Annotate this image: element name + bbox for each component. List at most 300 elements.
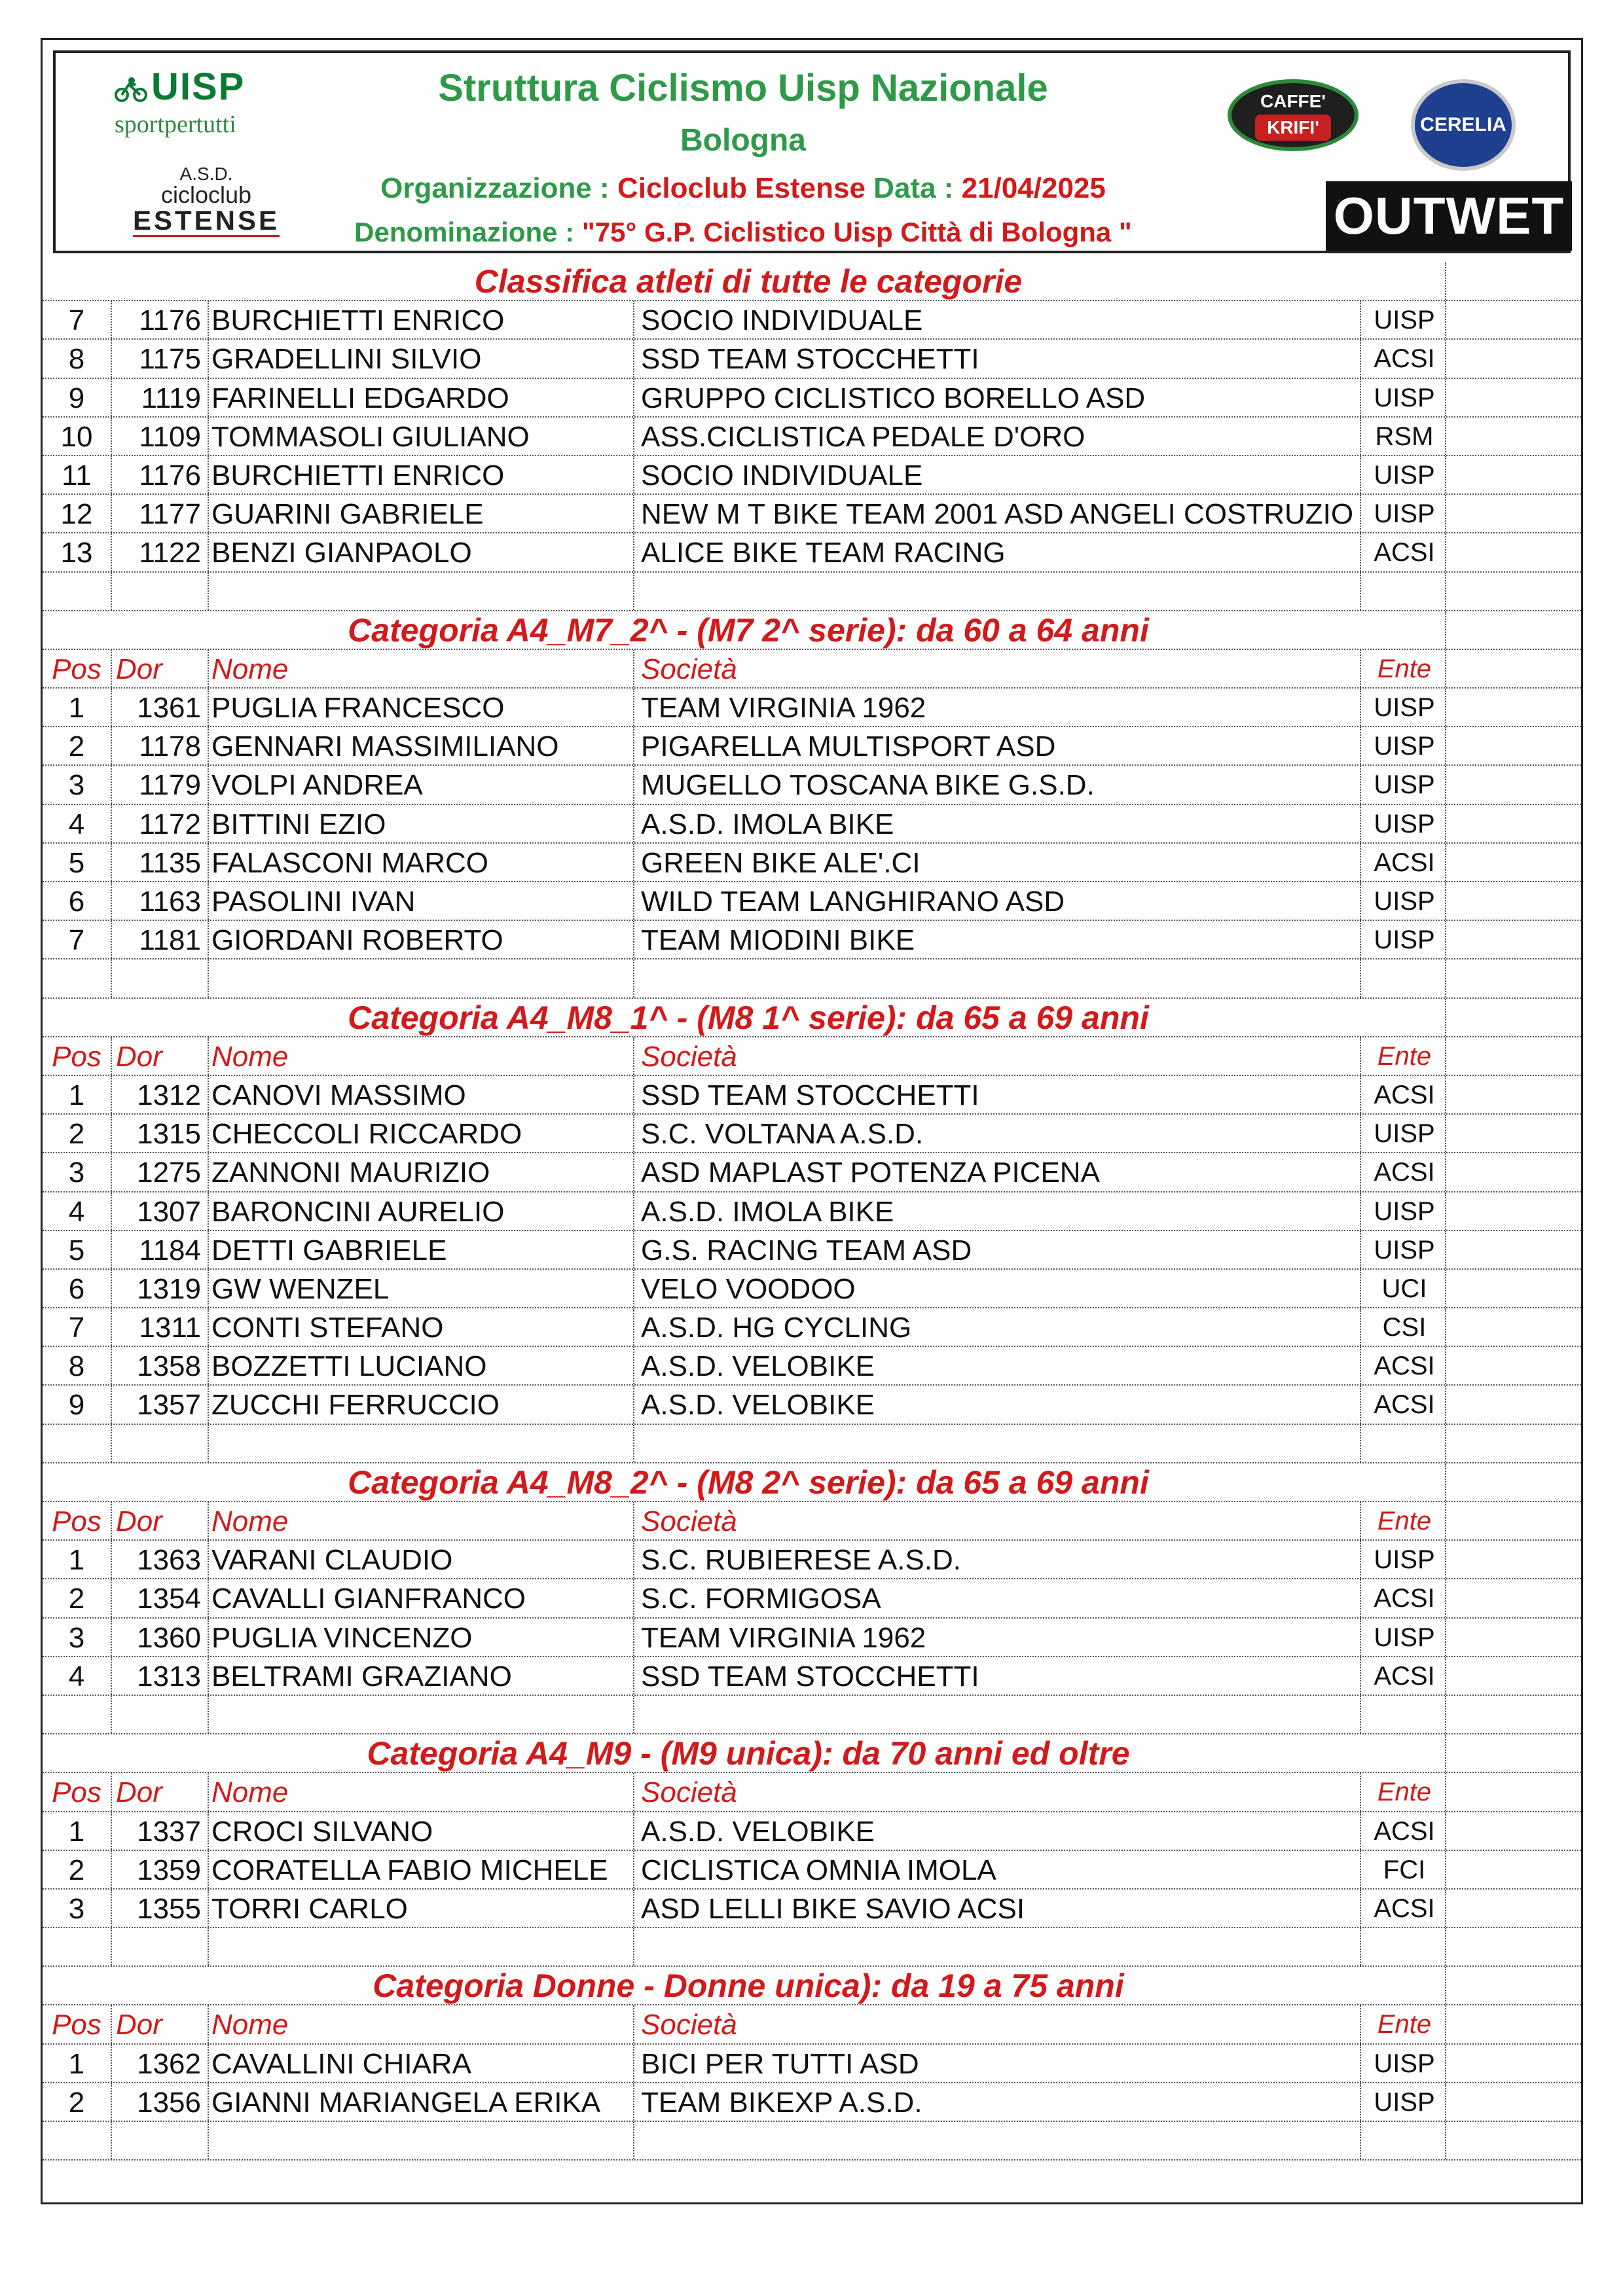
column-divider bbox=[1360, 1619, 1361, 1656]
ente-cell: UISP bbox=[1374, 1545, 1435, 1575]
table-row bbox=[43, 1308, 1581, 1347]
pos-cell: 6 bbox=[68, 886, 85, 918]
column-divider bbox=[1360, 1386, 1361, 1423]
column-divider bbox=[208, 1657, 209, 1695]
table-row bbox=[43, 1812, 1581, 1851]
ente-cell: UISP bbox=[1374, 1235, 1435, 1265]
ente-cell: ACSI bbox=[1374, 1893, 1435, 1923]
estense-asd: A.S.D. bbox=[179, 164, 233, 184]
column-divider bbox=[208, 1773, 209, 1810]
dor-cell: 1181 bbox=[139, 924, 201, 957]
column-divider bbox=[633, 1153, 634, 1191]
societa-cell: SSD TEAM STOCCHETTI bbox=[641, 1660, 979, 1693]
krifi-line-2: KRIFI' bbox=[1255, 115, 1331, 141]
category-title-row bbox=[43, 262, 1581, 301]
column-divider bbox=[1445, 1347, 1446, 1384]
column-divider bbox=[111, 1619, 112, 1656]
column-divider bbox=[1445, 2122, 1446, 2159]
societa-cell: ASS.CICLISTICA PEDALE D'ORO bbox=[641, 420, 1085, 453]
header-dor: Dor bbox=[116, 2009, 162, 2041]
header-nome: Nome bbox=[211, 1505, 289, 1537]
column-divider bbox=[633, 689, 634, 726]
societa-cell: SSD TEAM STOCCHETTI bbox=[641, 343, 979, 376]
header-societa: Società bbox=[641, 2009, 737, 2041]
nome-cell: PUGLIA FRANCESCO bbox=[211, 692, 505, 725]
column-divider bbox=[1445, 1425, 1446, 1462]
nome-cell: CANOVI MASSIMO bbox=[211, 1079, 466, 1111]
column-divider bbox=[111, 301, 112, 338]
societa-cell: TEAM VIRGINIA 1962 bbox=[641, 692, 926, 725]
header-nome: Nome bbox=[211, 1040, 289, 1073]
pos-cell: 10 bbox=[60, 420, 93, 453]
column-divider bbox=[633, 1502, 634, 1539]
column-divider bbox=[1360, 1231, 1361, 1268]
column-divider bbox=[111, 921, 112, 958]
column-divider bbox=[1360, 2122, 1361, 2159]
nome-cell: CONTI STEFANO bbox=[211, 1312, 444, 1344]
table-row bbox=[43, 1890, 1581, 1928]
column-divider bbox=[1360, 533, 1361, 571]
column-divider bbox=[111, 1696, 112, 1733]
krifi-line-1: CAFFE' bbox=[1260, 91, 1326, 111]
societa-cell: SOCIO INDIVIDUALE bbox=[641, 304, 923, 337]
pos-cell: 2 bbox=[68, 2086, 85, 2119]
document-header bbox=[53, 50, 1571, 253]
results-table bbox=[43, 262, 1581, 2161]
column-divider bbox=[633, 960, 634, 997]
column-divider bbox=[208, 1696, 209, 1733]
column-divider bbox=[633, 495, 634, 532]
column-divider bbox=[111, 1193, 112, 1230]
nome-cell: CHECCOLI RICCARDO bbox=[211, 1118, 522, 1151]
ente-cell: ACSI bbox=[1374, 344, 1435, 374]
cerelia-logo: CERELIA bbox=[1411, 79, 1516, 171]
column-divider bbox=[1445, 1541, 1446, 1578]
pos-cell: 4 bbox=[68, 1660, 85, 1693]
dor-cell: 1355 bbox=[137, 1892, 201, 1925]
header-ente: Ente bbox=[1377, 2010, 1432, 2039]
column-divider bbox=[1445, 495, 1446, 532]
column-divider bbox=[1360, 844, 1361, 881]
dor-cell: 1177 bbox=[139, 498, 201, 531]
nome-cell: CAVALLI GIANFRANCO bbox=[211, 1583, 526, 1615]
column-divider bbox=[633, 379, 634, 416]
societa-cell: ALICE BIKE TEAM RACING bbox=[641, 537, 1006, 569]
column-divider bbox=[1360, 1579, 1361, 1617]
nome-cell: DETTI GABRIELE bbox=[211, 1234, 447, 1266]
societa-cell: SOCIO INDIVIDUALE bbox=[641, 459, 923, 492]
pos-cell: 4 bbox=[68, 808, 85, 840]
column-divider bbox=[1360, 727, 1361, 764]
column-divider bbox=[633, 1386, 634, 1423]
column-divider bbox=[1445, 1619, 1446, 1656]
org-label: Organizzazione : bbox=[380, 172, 617, 204]
nome-cell: BURCHIETTI ENRICO bbox=[211, 304, 505, 337]
nome-cell: BURCHIETTI ENRICO bbox=[211, 459, 505, 492]
nome-cell: TORRI CARLO bbox=[211, 1892, 408, 1925]
column-divider bbox=[1445, 1967, 1446, 2004]
column-divider bbox=[633, 418, 634, 455]
column-divider bbox=[1360, 379, 1361, 416]
column-divider bbox=[111, 960, 112, 997]
pos-cell: 2 bbox=[68, 730, 85, 763]
column-divider bbox=[1360, 2083, 1361, 2121]
dor-cell: 1172 bbox=[139, 808, 201, 840]
column-divider bbox=[1360, 1928, 1361, 1965]
column-divider bbox=[208, 1153, 209, 1191]
header-nome: Nome bbox=[211, 653, 289, 685]
societa-cell: A.S.D. VELOBIKE bbox=[641, 1815, 875, 1848]
column-divider bbox=[111, 1386, 112, 1423]
header-ente: Ente bbox=[1377, 654, 1432, 683]
column-divider bbox=[208, 379, 209, 416]
column-divider bbox=[633, 1851, 634, 1888]
column-divider bbox=[1445, 1153, 1446, 1191]
category-title-row bbox=[43, 611, 1581, 650]
column-divider bbox=[1360, 2045, 1361, 2082]
column-divider bbox=[1360, 1347, 1361, 1384]
column-divider bbox=[1360, 573, 1361, 610]
dor-cell: 1179 bbox=[139, 769, 201, 802]
category-title: Categoria A4_M7_2^ - (M7 2^ serie): da 60 a 64 anni bbox=[348, 611, 1149, 649]
column-divider bbox=[633, 844, 634, 881]
pos-cell: 5 bbox=[68, 1234, 85, 1266]
ente-cell: ACSI bbox=[1374, 1158, 1435, 1187]
table-row bbox=[43, 844, 1581, 882]
table-row bbox=[43, 1579, 1581, 1618]
header-societa: Società bbox=[641, 1505, 737, 1537]
column-divider bbox=[111, 1773, 112, 1810]
ente-cell: UISP bbox=[1374, 499, 1435, 529]
column-divider bbox=[1360, 340, 1361, 377]
column-divider bbox=[1445, 2045, 1446, 2082]
column-divider bbox=[633, 1037, 634, 1075]
nome-cell: GRADELLINI SILVIO bbox=[211, 343, 482, 376]
column-divider bbox=[1360, 766, 1361, 803]
column-divider bbox=[208, 1541, 209, 1578]
column-divider bbox=[111, 418, 112, 455]
ente-cell: UISP bbox=[1374, 306, 1435, 335]
ente-cell: ACSI bbox=[1374, 1390, 1435, 1420]
column-divider bbox=[633, 1308, 634, 1346]
column-divider bbox=[208, 960, 209, 997]
estense-name: ESTENSE bbox=[132, 205, 280, 236]
column-divider bbox=[1445, 1734, 1446, 1772]
header-pos: Pos bbox=[52, 1776, 101, 1809]
ente-cell: UISP bbox=[1374, 1119, 1435, 1149]
societa-cell: NEW M T BIKE TEAM 2001 ASD ANGELI COSTRUZIO bbox=[641, 498, 1354, 531]
ente-cell: UISP bbox=[1374, 693, 1435, 723]
column-divider bbox=[1445, 1076, 1446, 1113]
column-divider bbox=[208, 1386, 209, 1423]
column-divider bbox=[1360, 1037, 1361, 1075]
pos-cell: 7 bbox=[68, 1312, 85, 1344]
column-divider bbox=[111, 689, 112, 726]
column-divider bbox=[111, 2045, 112, 2082]
societa-cell: ASD LELLI BIKE SAVIO ACSI bbox=[641, 1892, 1025, 1925]
category-title-row bbox=[43, 999, 1581, 1037]
column-divider bbox=[208, 2122, 209, 2159]
column-divider bbox=[111, 379, 112, 416]
cyclist-icon bbox=[115, 77, 147, 103]
ente-cell: UISP bbox=[1374, 809, 1435, 838]
ente-cell: ACSI bbox=[1374, 848, 1435, 877]
column-divider bbox=[1445, 1231, 1446, 1268]
dor-cell: 1312 bbox=[137, 1079, 201, 1111]
column-divider bbox=[208, 1037, 209, 1075]
column-divider bbox=[633, 2005, 634, 2043]
column-divider bbox=[1445, 573, 1446, 610]
pos-cell: 4 bbox=[68, 1195, 85, 1228]
header-societa: Società bbox=[641, 1040, 737, 1073]
nome-cell: BELTRAMI GRAZIANO bbox=[211, 1660, 512, 1693]
column-divider bbox=[633, 650, 634, 687]
column-divider bbox=[1445, 611, 1446, 649]
nome-cell: TOMMASOLI GIULIANO bbox=[211, 420, 530, 453]
date-label: Data : bbox=[865, 172, 962, 204]
column-divider bbox=[1445, 727, 1446, 764]
column-divider bbox=[111, 1579, 112, 1617]
column-divider bbox=[633, 1231, 634, 1268]
column-divider bbox=[1445, 766, 1446, 803]
societa-cell: A.S.D. VELOBIKE bbox=[641, 1350, 875, 1383]
column-divider bbox=[1445, 1890, 1446, 1927]
column-divider bbox=[1360, 805, 1361, 842]
column-divider bbox=[1445, 960, 1446, 997]
column-divider bbox=[1360, 301, 1361, 338]
table-row bbox=[43, 805, 1581, 844]
pos-cell: 9 bbox=[68, 382, 85, 414]
category-title: Categoria Donne - Donne unica): da 19 a 75 anni bbox=[373, 1967, 1124, 2005]
column-divider bbox=[633, 727, 634, 764]
column-divider bbox=[208, 882, 209, 920]
column-divider bbox=[208, 805, 209, 842]
nome-cell: GW WENZEL bbox=[211, 1272, 390, 1305]
nome-cell: PASOLINI IVAN bbox=[211, 886, 416, 918]
societa-cell: S.C. RUBIERESE A.S.D. bbox=[641, 1544, 962, 1577]
column-header-row bbox=[43, 1037, 1581, 1076]
table-row bbox=[43, 533, 1581, 572]
dor-cell: 1313 bbox=[137, 1660, 201, 1693]
column-divider bbox=[111, 1890, 112, 1927]
header-societa: Società bbox=[641, 653, 737, 685]
date-value: 21/04/2025 bbox=[961, 172, 1106, 204]
dor-cell: 1361 bbox=[137, 692, 201, 725]
table-row bbox=[43, 1619, 1581, 1657]
column-divider bbox=[1445, 1386, 1446, 1423]
pos-cell: 8 bbox=[68, 1350, 85, 1383]
column-divider bbox=[111, 1153, 112, 1191]
column-divider bbox=[633, 1270, 634, 1307]
table-row bbox=[43, 2045, 1581, 2083]
column-header-row bbox=[43, 650, 1581, 689]
dor-cell: 1122 bbox=[139, 537, 201, 569]
column-divider bbox=[633, 1812, 634, 1850]
column-divider bbox=[208, 1193, 209, 1230]
column-divider bbox=[111, 1270, 112, 1307]
header-title: Struttura Ciclismo Uisp Nazionale bbox=[438, 67, 1048, 109]
ente-cell: ACSI bbox=[1374, 1352, 1435, 1381]
table-row bbox=[43, 1231, 1581, 1270]
header-denomination bbox=[318, 217, 1169, 248]
dor-cell: 1135 bbox=[139, 846, 201, 879]
column-divider bbox=[1445, 844, 1446, 881]
column-divider bbox=[208, 1502, 209, 1539]
header-nome: Nome bbox=[211, 2009, 289, 2041]
table-row bbox=[43, 2083, 1581, 2122]
column-divider bbox=[1445, 379, 1446, 416]
table-row bbox=[43, 1347, 1581, 1386]
column-divider bbox=[1360, 1502, 1361, 1539]
column-divider bbox=[1445, 418, 1446, 455]
column-divider bbox=[111, 456, 112, 493]
societa-cell: CICLISTICA OMNIA IMOLA bbox=[641, 1854, 996, 1886]
table-row bbox=[43, 1115, 1581, 1153]
table-row bbox=[43, 921, 1581, 960]
societa-cell: TEAM BIKEXP A.S.D. bbox=[641, 2086, 922, 2119]
column-divider bbox=[633, 805, 634, 842]
denomination-value: "75° G.P. Ciclistico Uisp Città di Bologna " bbox=[581, 217, 1132, 247]
dor-cell: 1275 bbox=[137, 1157, 201, 1189]
column-divider bbox=[633, 1773, 634, 1810]
column-divider bbox=[1445, 805, 1446, 842]
column-divider bbox=[208, 1619, 209, 1656]
column-divider bbox=[111, 1347, 112, 1384]
column-divider bbox=[208, 301, 209, 338]
ente-cell: ACSI bbox=[1374, 1661, 1435, 1691]
column-divider bbox=[1360, 960, 1361, 997]
column-divider bbox=[1445, 1270, 1446, 1307]
column-divider bbox=[111, 727, 112, 764]
column-divider bbox=[111, 805, 112, 842]
column-divider bbox=[111, 1502, 112, 1539]
column-divider bbox=[1360, 1696, 1361, 1733]
column-divider bbox=[1360, 650, 1361, 687]
table-row bbox=[43, 1851, 1581, 1890]
pos-cell: 3 bbox=[68, 1892, 85, 1925]
societa-cell: VELO VOODOO bbox=[641, 1272, 856, 1305]
column-divider bbox=[208, 1115, 209, 1152]
table-row bbox=[43, 418, 1581, 456]
table-row bbox=[43, 1076, 1581, 1115]
ente-cell: UISP bbox=[1374, 383, 1435, 412]
column-divider bbox=[208, 533, 209, 571]
estense-logo bbox=[108, 164, 304, 237]
blank-row bbox=[43, 1425, 1581, 1463]
dor-cell: 1359 bbox=[137, 1854, 201, 1886]
column-divider bbox=[633, 1193, 634, 1230]
dor-cell: 1307 bbox=[137, 1195, 201, 1228]
header-pos: Pos bbox=[52, 1505, 101, 1537]
nome-cell: CROCI SILVANO bbox=[211, 1815, 433, 1848]
dor-cell: 1354 bbox=[137, 1583, 201, 1615]
column-divider bbox=[1445, 650, 1446, 687]
table-row bbox=[43, 1153, 1581, 1192]
header-ente: Ente bbox=[1377, 1778, 1432, 1807]
column-header-row bbox=[43, 1773, 1581, 1812]
pos-cell: 1 bbox=[68, 2047, 85, 2080]
header-dor: Dor bbox=[116, 653, 162, 685]
pos-cell: 1 bbox=[68, 1079, 85, 1111]
column-divider bbox=[208, 921, 209, 958]
nome-cell: GIORDANI ROBERTO bbox=[211, 924, 503, 957]
societa-cell: TEAM VIRGINIA 1962 bbox=[641, 1621, 926, 1654]
column-divider bbox=[633, 1347, 634, 1384]
dor-cell: 1356 bbox=[137, 2086, 201, 2119]
column-divider bbox=[1445, 882, 1446, 920]
column-divider bbox=[111, 1851, 112, 1888]
header-pos: Pos bbox=[52, 653, 101, 685]
column-divider bbox=[633, 1115, 634, 1152]
column-divider bbox=[208, 1308, 209, 1346]
blank-row bbox=[43, 960, 1581, 998]
column-divider bbox=[1360, 689, 1361, 726]
column-divider bbox=[208, 2083, 209, 2121]
dor-cell: 1358 bbox=[137, 1350, 201, 1383]
column-divider bbox=[1445, 1812, 1446, 1850]
societa-cell: MUGELLO TOSCANA BIKE G.S.D. bbox=[641, 769, 1095, 802]
dor-cell: 1357 bbox=[137, 1389, 201, 1422]
column-divider bbox=[1445, 1773, 1446, 1810]
societa-cell: WILD TEAM LANGHIRANO ASD bbox=[641, 886, 1065, 918]
ente-cell: ACSI bbox=[1374, 1584, 1435, 1613]
pos-cell: 7 bbox=[68, 924, 85, 957]
column-divider bbox=[1360, 1153, 1361, 1191]
column-divider bbox=[1445, 2083, 1446, 2121]
category-title-row bbox=[43, 1734, 1581, 1773]
column-divider bbox=[1445, 2005, 1446, 2043]
column-divider bbox=[111, 340, 112, 377]
column-divider bbox=[208, 573, 209, 610]
column-divider bbox=[633, 1696, 634, 1733]
column-divider bbox=[1360, 1076, 1361, 1113]
nome-cell: GIANNI MARIANGELA ERIKA bbox=[211, 2086, 601, 2119]
column-divider bbox=[1360, 921, 1361, 958]
pos-cell: 1 bbox=[68, 1815, 85, 1848]
column-divider bbox=[1445, 1696, 1446, 1733]
column-divider bbox=[111, 1231, 112, 1268]
header-nome: Nome bbox=[211, 1776, 289, 1809]
nome-cell: VARANI CLAUDIO bbox=[211, 1544, 453, 1577]
column-divider bbox=[1445, 301, 1446, 338]
column-divider bbox=[1360, 1773, 1361, 1810]
dor-cell: 1163 bbox=[139, 886, 201, 918]
pos-cell: 6 bbox=[68, 1272, 85, 1305]
nome-cell: BOZZETTI LUCIANO bbox=[211, 1350, 487, 1383]
ente-cell: UCI bbox=[1381, 1274, 1427, 1303]
blank-row bbox=[43, 1928, 1581, 1967]
dor-cell: 1119 bbox=[141, 382, 201, 414]
header-dor: Dor bbox=[116, 1040, 162, 1073]
pos-cell: 5 bbox=[68, 846, 85, 879]
dor-cell: 1319 bbox=[137, 1272, 201, 1305]
dor-cell: 1178 bbox=[139, 730, 201, 763]
column-divider bbox=[208, 1231, 209, 1268]
column-divider bbox=[1360, 882, 1361, 920]
column-divider bbox=[633, 1657, 634, 1695]
column-divider bbox=[1445, 340, 1446, 377]
societa-cell: A.S.D. IMOLA BIKE bbox=[641, 1195, 894, 1228]
nome-cell: GENNARI MASSIMILIANO bbox=[211, 730, 559, 763]
pos-cell: 3 bbox=[68, 769, 85, 802]
table-row bbox=[43, 1541, 1581, 1579]
column-divider bbox=[633, 2122, 634, 2159]
column-divider bbox=[1445, 1579, 1446, 1617]
ente-cell: UISP bbox=[1374, 1196, 1435, 1226]
table-row bbox=[43, 766, 1581, 804]
column-divider bbox=[208, 766, 209, 803]
dor-cell: 1311 bbox=[139, 1312, 201, 1344]
